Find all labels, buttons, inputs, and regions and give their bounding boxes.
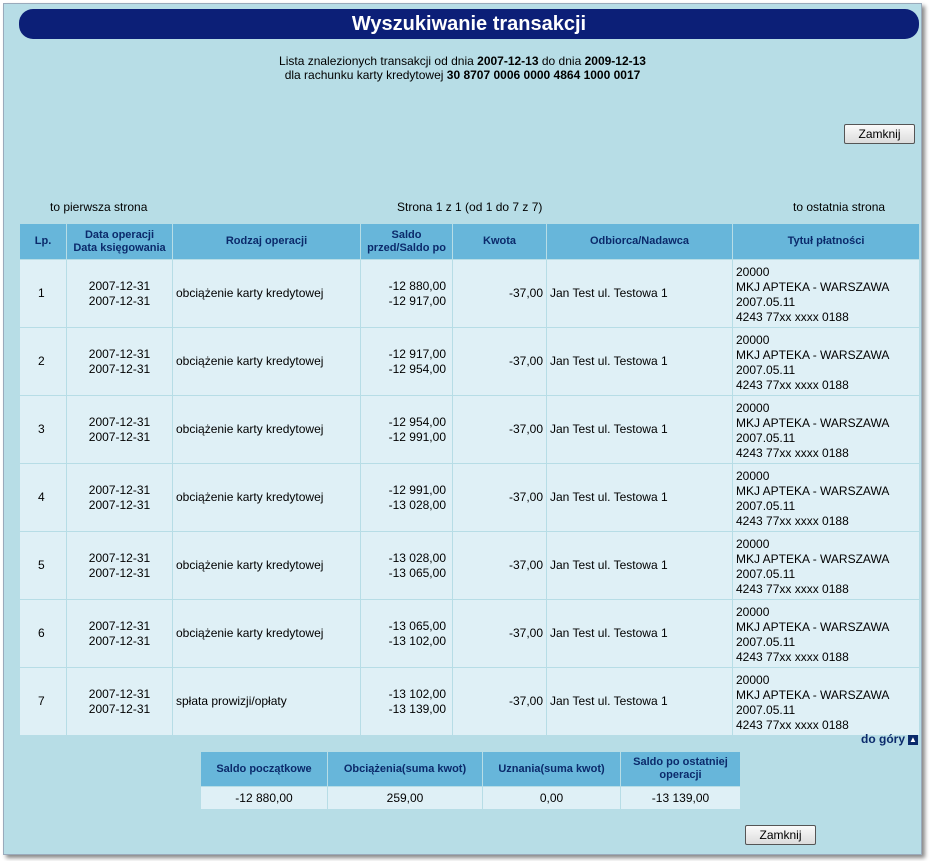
summary-col-end-line2: operacji xyxy=(659,769,702,781)
row-title xyxy=(733,668,920,736)
row-party: Jan Test ul. Testowa 1 xyxy=(547,532,733,600)
summary-end-value: -13 139,00 xyxy=(621,787,741,810)
row-title-3: 2007.05.11 xyxy=(736,498,796,513)
row-date-op: 2007-12-31 xyxy=(88,414,151,429)
col-date-op: Data operacji xyxy=(84,228,155,241)
row-dates xyxy=(67,668,173,736)
row-party: Jan Test ul. Testowa 1 xyxy=(547,464,733,532)
row-title-3: 2007.05.11 xyxy=(736,566,796,581)
summary-credits-value: 0,00 xyxy=(483,787,621,810)
row-date-book: 2007-12-31 xyxy=(88,497,151,512)
row-saldo-before: -12 954,00 xyxy=(388,414,446,429)
row-title-2: MKJ APTEKA - WARSZAWA xyxy=(736,619,890,634)
table-row xyxy=(20,260,920,328)
row-title-2: MKJ APTEKA - WARSZAWA xyxy=(736,551,890,566)
summary-col-end xyxy=(621,752,741,787)
col-lp: Lp. xyxy=(20,224,67,260)
row-saldo-after: -12 917,00 xyxy=(388,293,446,308)
row-amount: -37,00 xyxy=(453,600,547,668)
row-amount: -37,00 xyxy=(453,396,547,464)
row-date-book: 2007-12-31 xyxy=(88,633,151,648)
row-date-op: 2007-12-31 xyxy=(88,550,151,565)
row-date-book: 2007-12-31 xyxy=(88,701,151,716)
account-number: 30 8707 0006 0000 4864 1000 0017 xyxy=(446,68,641,82)
row-title-4: 4243 77xx xxxx 0188 xyxy=(736,581,849,596)
row-dates xyxy=(67,328,173,396)
row-date-book: 2007-12-31 xyxy=(88,429,151,444)
row-saldo-before: -12 917,00 xyxy=(388,346,446,361)
row-title-2: MKJ APTEKA - WARSZAWA xyxy=(736,415,890,430)
row-lp: 5 xyxy=(20,532,67,600)
range-mid: do dnia xyxy=(541,54,582,68)
row-title-1: 20000 xyxy=(736,536,770,551)
row-party: Jan Test ul. Testowa 1 xyxy=(547,396,733,464)
row-saldo xyxy=(361,668,453,736)
row-type: obciążenie karty kredytowej xyxy=(173,532,361,600)
row-date-op: 2007-12-31 xyxy=(88,618,151,633)
first-page-text: to pierwsza strona xyxy=(50,200,148,214)
row-date-book: 2007-12-31 xyxy=(88,565,151,580)
row-title-4: 4243 77xx xxxx 0188 xyxy=(736,513,849,528)
row-lp: 1 xyxy=(20,260,67,328)
row-title-3: 2007.05.11 xyxy=(736,634,796,649)
row-saldo-before: -13 065,00 xyxy=(388,618,446,633)
summary-col-debits: Obciążenia(suma kwot) xyxy=(328,752,483,787)
row-type: obciążenie karty kredytowej xyxy=(173,464,361,532)
row-title-4: 4243 77xx xxxx 0188 xyxy=(736,309,849,324)
row-title-3: 2007.05.11 xyxy=(736,294,796,309)
table-row xyxy=(20,396,920,464)
row-amount: -37,00 xyxy=(453,668,547,736)
row-dates xyxy=(67,396,173,464)
row-date-book: 2007-12-31 xyxy=(88,293,151,308)
row-lp: 7 xyxy=(20,668,67,736)
row-type: obciążenie karty kredytowej xyxy=(173,328,361,396)
row-date-op: 2007-12-31 xyxy=(88,278,151,293)
row-saldo xyxy=(361,600,453,668)
summary-header-row xyxy=(201,752,741,787)
row-title-3: 2007.05.11 xyxy=(736,430,796,445)
row-saldo xyxy=(361,260,453,328)
table-header-row xyxy=(20,224,920,260)
range-prefix: Lista znalezionych transakcji od dnia xyxy=(279,54,474,68)
close-button-bottom[interactable]: Zamknij xyxy=(745,825,816,845)
row-saldo xyxy=(361,396,453,464)
table-row xyxy=(20,600,920,668)
row-title-2: MKJ APTEKA - WARSZAWA xyxy=(736,279,890,294)
row-amount: -37,00 xyxy=(453,328,547,396)
row-amount: -37,00 xyxy=(453,532,547,600)
row-dates xyxy=(67,464,173,532)
row-title xyxy=(733,396,920,464)
col-saldo xyxy=(361,224,453,260)
table-row xyxy=(20,464,920,532)
row-date-book: 2007-12-31 xyxy=(88,361,151,376)
col-saldo-line2: przed/Saldo po xyxy=(367,241,446,254)
row-title-4: 4243 77xx xxxx 0188 xyxy=(736,717,849,732)
account-prefix: dla rachunku karty kredytowej xyxy=(284,68,444,82)
row-saldo-before: -12 991,00 xyxy=(388,482,446,497)
summary-col-end-line1: Saldo po ostatniej xyxy=(633,756,728,768)
row-title-1: 20000 xyxy=(736,468,770,483)
row-party: Jan Test ul. Testowa 1 xyxy=(547,600,733,668)
summary-col-start: Saldo początkowe xyxy=(201,752,328,787)
row-title-1: 20000 xyxy=(736,604,770,619)
row-saldo-after: -12 991,00 xyxy=(388,429,446,444)
col-amount: Kwota xyxy=(453,224,547,260)
row-lp: 6 xyxy=(20,600,67,668)
row-title-2: MKJ APTEKA - WARSZAWA xyxy=(736,483,890,498)
page-title: Wyszukiwanie transakcji xyxy=(19,9,919,39)
row-title xyxy=(733,328,920,396)
account-line xyxy=(4,68,921,82)
row-title-4: 4243 77xx xxxx 0188 xyxy=(736,649,849,664)
row-dates xyxy=(67,260,173,328)
row-dates xyxy=(67,532,173,600)
row-title xyxy=(733,260,920,328)
to-top-link[interactable] xyxy=(861,732,918,746)
row-title-2: MKJ APTEKA - WARSZAWA xyxy=(736,687,890,702)
row-title-1: 20000 xyxy=(736,672,770,687)
row-title-1: 20000 xyxy=(736,332,770,347)
row-date-op: 2007-12-31 xyxy=(88,686,151,701)
row-lp: 3 xyxy=(20,396,67,464)
row-saldo-after: -13 139,00 xyxy=(388,701,446,716)
date-to: 2009-12-13 xyxy=(584,54,646,68)
col-date-book: Data księgowania xyxy=(73,241,166,254)
transactions-table xyxy=(19,223,920,736)
row-saldo-before: -13 102,00 xyxy=(388,686,446,701)
table-row xyxy=(20,668,920,736)
row-title-4: 4243 77xx xxxx 0188 xyxy=(736,445,849,460)
close-button-top[interactable]: Zamknij xyxy=(844,124,915,144)
row-party: Jan Test ul. Testowa 1 xyxy=(547,260,733,328)
row-type: obciążenie karty kredytowej xyxy=(173,600,361,668)
row-title xyxy=(733,532,920,600)
row-saldo-after: -13 102,00 xyxy=(388,633,446,648)
row-saldo-after: -13 065,00 xyxy=(388,565,446,580)
row-date-op: 2007-12-31 xyxy=(88,482,151,497)
col-saldo-line1: Saldo xyxy=(391,228,422,241)
page-info: Strona 1 z 1 (od 1 do 7 z 7) xyxy=(397,200,543,214)
row-title-4: 4243 77xx xxxx 0188 xyxy=(736,377,849,392)
row-title xyxy=(733,464,920,532)
row-date-op: 2007-12-31 xyxy=(88,346,151,361)
row-saldo xyxy=(361,464,453,532)
row-saldo xyxy=(361,328,453,396)
date-from: 2007-12-13 xyxy=(477,54,539,68)
row-party: Jan Test ul. Testowa 1 xyxy=(547,328,733,396)
row-dates xyxy=(67,600,173,668)
row-type: spłata prowizji/opłaty xyxy=(173,668,361,736)
main-panel xyxy=(3,3,922,855)
row-lp: 4 xyxy=(20,464,67,532)
arrow-up-icon: ▲ xyxy=(909,734,917,744)
row-title-1: 20000 xyxy=(736,400,770,415)
row-title-2: MKJ APTEKA - WARSZAWA xyxy=(736,347,890,362)
row-saldo xyxy=(361,532,453,600)
last-page-text: to ostatnia strona xyxy=(793,200,886,214)
summary-debits-value: 259,00 xyxy=(328,787,483,810)
to-top-label: do góry xyxy=(861,732,905,746)
table-row xyxy=(20,328,920,396)
row-type: obciążenie karty kredytowej xyxy=(173,396,361,464)
row-amount: -37,00 xyxy=(453,260,547,328)
col-party: Odbiorca/Nadawca xyxy=(547,224,733,260)
row-amount: -37,00 xyxy=(453,464,547,532)
summary-table xyxy=(200,751,741,810)
table-row xyxy=(20,532,920,600)
row-saldo-after: -12 954,00 xyxy=(388,361,446,376)
row-title-1: 20000 xyxy=(736,264,770,279)
summary-col-credits: Uznania(suma kwot) xyxy=(483,752,621,787)
summary-start-value: -12 880,00 xyxy=(201,787,328,810)
row-lp: 2 xyxy=(20,328,67,396)
row-saldo-after: -13 028,00 xyxy=(388,497,446,512)
row-party: Jan Test ul. Testowa 1 xyxy=(547,668,733,736)
row-title-3: 2007.05.11 xyxy=(736,362,796,377)
row-title-3: 2007.05.11 xyxy=(736,702,796,717)
row-title xyxy=(733,600,920,668)
row-saldo-before: -13 028,00 xyxy=(388,550,446,565)
row-type: obciążenie karty kredytowej xyxy=(173,260,361,328)
col-type: Rodzaj operacji xyxy=(173,224,361,260)
col-dates xyxy=(67,224,173,260)
col-title: Tytuł płatności xyxy=(733,224,920,260)
row-saldo-before: -12 880,00 xyxy=(388,278,446,293)
search-range-line xyxy=(4,54,921,68)
summary-values-row xyxy=(201,787,741,810)
